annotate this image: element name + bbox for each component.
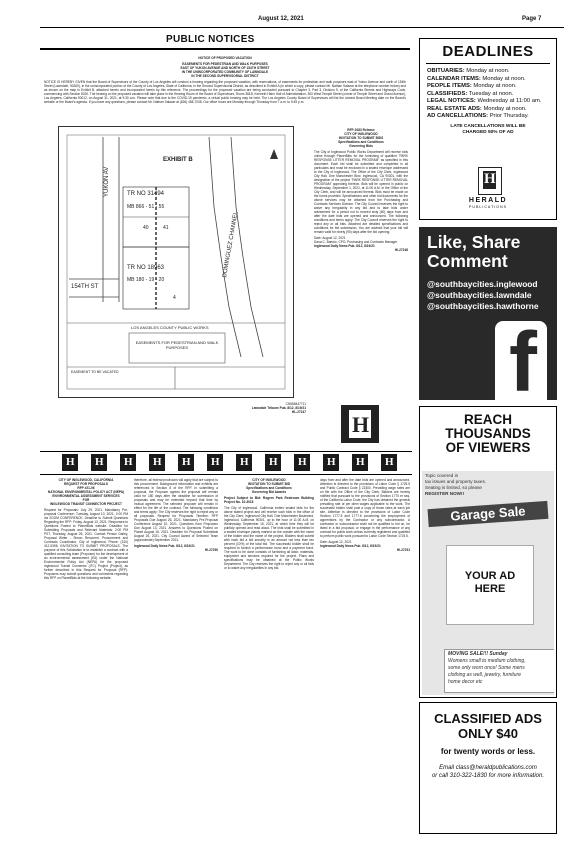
herald-mini-logo [236,454,252,471]
deadline-label: OBITUARIES: [427,68,465,74]
herald-brand-sub: PUBLICATIONS [468,205,508,209]
deadline-label: REAL ESTATE ADS: [427,105,482,112]
map-channel: DOMINGUEZ CHANNEL [222,211,240,279]
herald-logo-letter: H [352,412,370,437]
herald-mini-logo [178,454,194,471]
notice-nepa-title: CITY OF INGLEWOOD, CALIFORNIA REQUEST FOR PROPOSALS RFP #21-06 NATIONAL ENVIRONMENTAL POLICY ACT (NEPA) ENVIRONMENTAL ASSESSMENT SERVICES FOR INGLEWOOD TRANSIT CONNECTOR PROJECT [47,478,125,506]
map-notice-footer [236,402,306,414]
reach-promo [419,406,557,698]
herald-logo [341,405,379,443]
notice-vacation-subtitle: EASEMENTS FOR PEDESTRIAN AND WALK PURPOSES [182,62,268,66]
deadline-value: Tuesday at noon. [467,90,514,97]
deadline-value: Wednesday at 11:00 am. [475,98,542,104]
herald-mini-logo [265,454,281,471]
deadline-item [427,113,556,121]
notice-nepa-body: Request for Proposals: July 29, 2021. Mandatory Pre-proposal Conference: Tuesday, August 10, 2021, 2:00 PM via ZOOM CONFERENCE. Deadline to Submit Questions Regarding the RFP: Friday, August 13, 2021. Responses to Questions Posted to PlanetBids website. Deadline for Submitting Proposals and Relevant Materials: 2:00 PM PST, Thursday, August 26, 2021. Contact Person Dailey, Proposal Writer - Simon Rencurrel, Procurement and Contracts Coordinator, City of Inglewood. Phone: (310) 412-5398. INVITATION TO SUBMIT PROPOSALS. The purpose of this Solicitation is to establish a contract with a qualified consulting team (Proposer) for the development of an environmental assessment (EA) under the National Environmental Policy Act (NEPA) for the proposed Inglewood Transit Connector (ITC) Project (Project), as further described in this Request for Proposal (RFP). Proposers may submit questions and comments regarding this RFP on PlanetBids at the following website. [44,508,128,580]
moving-sale-note [444,649,554,693]
deadline-value: Monday at noon. [464,68,510,74]
deadlines-title: DEADLINES [442,43,534,60]
notice-rogers-body-2: days from and after the date bids are opened and announced. Attention is directed to the provisions of Labor Code § 1725.5 and Public Contract Code § 22300. Prevailing wage rates are on file with the Office of the City Clerk. Bidders are hereby notified that pursuant to the provisions of Section 1770 et seq. of the California Labor Code, the City has obtained the general prevailing rate of per diem wages applicable to the work. The successful bidder shall post a copy of those rates at each job site. Attention is directed to the provisions of Labor Code Section 1777.5 and 1777.6 concerning the employment of apprentices by the Contractor or any subcontractor. A contractor or subcontractor shall not be qualified to bid on, be listed in a bid proposal, or engage in the performance of any contract for public work unless currently registered and qualified to perform public work pursuant to Labor Code Section 1725.5. [320,478,411,538]
map-book-2: MB 180 - 19 - 20 [127,277,165,283]
map-book-1: MB 866 - 51 - 55 [127,204,165,210]
social-handle[interactable]: @southbaycities.hawthorne [427,301,539,311]
rfp-hl-code: HI-27248 [394,248,408,252]
moving-sale-line: clothing as well, jewelry, furniture [448,672,521,678]
herald-mini-logo [294,454,310,471]
social-handles [427,279,538,312]
notice-vacation-body: NOTICE IS HEREBY GIVEN that the Board of Supervisors of the County of Los Angeles will conduct a hearing regarding the proposed vacation, with reservations, of easements for pedestrian and walk purposes east of Yukon Avenue and north of 154th Street (Lawndale, 90260), in the unincorporated portion of the County of Los Angeles, State of California, in the Second Supervisorial District, as described in Exhibit A (in which a copy, please contact Mr. Nathan Salazar at the telephone number below) and as shown on the map in Exhibit B, attached hereto and incorporated herein by this reference. The proceedings for the proposed vacation are being conducted pursuant to Chapter 3, Part 3, Division 9, of the California Streets and Highways Code, commencing with Section 8320. The hearing on the proposed vacation will take place in the Hearing Room of the Board of Supervisors, Room 381B, Kenneth Hahn Hall of Administration, 500 West Temple Street (corner of Temple Street and Grand Avenue), Los Angeles, California 90012, on August 31, 2021, at 9:30 a.m. Please note that due to the COVID-19 pandemic, a virtual public hearing may be held. The Los Angeles County Board of Supervisors will list the closest Board Meeting date on the Board's website or the Board's agenda. If you have any questions, please contact Mr. Nathan Salazar at (626) 458-7038. Our office hours are Monday through Thursday from 7 a.m. to 5:45 p.m. [44,80,406,104]
social-promo [419,227,557,409]
map-department: LOS ANGELES COUNTY PUBLIC WORKS [131,325,209,330]
rfp-publication: Inglewood Daily News Pub. 8/12, 8/19/21 [314,244,375,248]
deadline-item [427,98,556,106]
deadlines-box [419,38,557,220]
deadline-label: CALENDAR ITEMS: [427,75,481,82]
section-title: PUBLIC NOTICES [166,34,255,45]
map-legend: EASEMENT TO BE VACATED [71,370,119,374]
deadline-item [427,83,556,91]
moving-sale-line: some only worn once! Some mens [448,665,525,671]
map-drawing [59,127,293,397]
page-number: Page 7 [522,16,542,22]
deadline-label: AD CANCELLATIONS: [427,113,489,119]
notice-rogers-continued [320,478,410,554]
reach-title: REACH THOUSANDS OF VIEWERS [445,412,531,455]
rfp-signature: Dana C. Bartolo, CPO, Purchasing and Contracts Manager [314,240,398,244]
deadline-value: Prior Thursday. [488,113,529,119]
map-lot: 41 [163,225,169,231]
deadline-label: PEOPLE ITEMS: [427,83,472,89]
rfp-date: Date: August 12, 2021 [314,236,346,240]
deadline-item [427,68,556,76]
your-ad-text: YOUR AD HERE [464,570,516,595]
sign-top-text [425,473,486,497]
notice-vacation [44,56,406,106]
social-title: Like, Share Comment [427,232,521,271]
herald-mini-logo [62,454,78,471]
herald-mini-logo [149,454,165,471]
classified-contact: Email class@heraldpublications.com or call 310-322-1830 for more information. [431,765,545,779]
deadline-item [427,106,556,114]
herald-shield-logo: H [478,167,502,195]
garage-sale-banner: Garage Sale [428,501,549,527]
rfp-notice [314,128,408,254]
herald-mini-logo [352,454,368,471]
moving-sale-line: home decor etc [448,679,483,685]
map-publication: Lawndale Tribune Pub. 8/12, 8/19/21 [251,406,306,410]
map-title-box: EASEMENTS FOR PEDESTRIAN AND WALK PURPOSES [135,340,219,350]
sign-top-line: tax issues and property taxes. [425,479,487,484]
notice-nepa-publication: Inglewood Daily News Pub. 8/12, 8/19/21 [134,544,195,548]
herald-brand-name: HERALD [468,197,508,204]
late-cancellation-note: LATE CANCELLATIONS WILL BE CHARGED 50% OF AD [450,123,526,135]
notice-vacation-subtitle: IN THE SECOND SUPERVISORIAL DISTRICT [191,74,259,78]
map-code: CN588447711 [285,402,306,406]
notice-vacation-subtitle: EAST OF YUKON AVENUE AND NORTH OF 154TH STREET [180,66,270,70]
moving-sale-line: MOVING SALE!!! Sunday [448,651,508,657]
classified-promo [419,702,557,834]
map-tract-2: TR NO 18963 [127,265,165,271]
rfp-title: RFP-9183 Release CITY OF INGLEWOOD INVITATION TO SUBMIT BIDS Specifications and Conditions Governing Bids [338,128,384,148]
notice-vacation-title: NOTICE OF PROPOSED VACATION [198,56,252,60]
map-hl-code: HL-27247 [291,410,306,414]
deadline-label: LEGAL NOTICES: [427,98,476,104]
map-street-yukon: YUKON AV [104,166,110,197]
social-handle[interactable]: @southbaycities.lawndale [427,290,532,300]
deadline-item [427,76,556,84]
herald-mini-logo [91,454,107,471]
map-tract-1: TR NO 31494 [127,191,165,197]
notice-rogers-hl: HI-27251 [396,548,410,552]
facebook-glyph: f [509,315,537,409]
notice-rogers-subtitle: Project Subject to Bid: Rogers Park Restroom Building Project No. 10-3015 [224,496,314,504]
sign-top-line: Topic covered in [425,473,459,478]
herald-mini-logo [323,454,339,471]
exhibit-b-map [58,126,294,398]
herald-mini-logo [207,454,223,471]
your-ad-box [446,545,534,625]
notice-rogers-date: Date: August 12, 2021 [320,540,352,544]
notice-nepa [44,478,128,582]
garage-sale-sign [422,471,554,695]
deadline-value: Monday at noon. [480,75,526,82]
moving-sale-line: Womens small to medium clothing, [448,658,526,664]
map-lot: 40 [143,225,149,231]
deadline-value: Monday at noon. [481,105,527,112]
notice-nepa-hl: HI-27250 [204,548,218,552]
map-street-154th: 154TH ST [71,284,99,290]
map-exhibit-label: EXHIBIT B [163,157,193,163]
notice-rogers-title: CITY OF INGLEWOOD INVITATION TO SUBMIT BID Specifications and Conditions Governing Bid Awards [246,478,292,494]
herald-mini-logo [120,454,136,471]
classified-subtitle: for twenty words or less. [440,747,536,756]
rfp-body: The City of Inglewood Public Works Department will receive bids online through PlanetBids for the furnishing of qualified "PARK RESPONSE LITTER REMOVAL PROGRAM" as specified in this document. Each bid shall be submitted and completed in all particulars and must be enclosed in a sealed envelope addressed to the City of Inglewood, The Office of the City Clerk, Inglewood City Hall, One Manchester Blvd. Inglewood, CA 90301, with the designation of the project "PARK RESPONSE LITTER REMOVAL PROGRAM" appearing thereon. Bids will be opened in public on Wednesday, September 1, 2021, at 11:00 A.M. in the Office of the City Clerk, and will be announced thereat. Bids must be made on the forms provided. Specifications and other bid documents for the above services may be obtained from the Purchasing and Contracts Services Division. The City Council reserves the right to waive any irregularity in any bid and to take bids under advisement for a period not to exceed sixty (60) days from and after the date bids are opened and announced. The following conditions and terms apply: The City Council reserves the right to reject any or all bids. Attached are detailed specifications and conditions for bid submission. You are advised that your bid will remain valid for ninety (90) days after the bid opening. [314,150,408,234]
sign-top-line: Seating is limited, so please [425,485,482,490]
deadline-value: Monday at noon. [471,83,517,89]
notice-nepa-continued-body: therefore, all federal provisions will apply that are subject to this procurement. Background information and exhibits are referenced in Section 8 of the RFP. In submitting a proposal, the Proposer agrees the proposal will remain valid for 180 days after the deadline for submission of proposals and may be extended beyond that time by mutual agreement. The selected proposer will remain in effect for the life of the contract. The following conditions and terms apply: The City reserves the right to reject any or all proposals. Request for Proposals Timeline: RFP Proposals Due August 26, 2021. Mandatory Pre-Proposal Conference August 10, 2021. Questions from Proposers Due August 13, 2021. Answers to Questions Posted on Planet August 16, 2021. Deadline for Proposal Submittals August 26, 2021. City Council Award of Selected Team (approximate) September 2021. [134,478,218,542]
notice-rogers-publication: Inglewood Daily News Pub. 8/12, 8/19/21 [320,544,381,548]
deadline-item [427,91,556,99]
issue-date: August 12, 2021 [258,16,304,22]
social-handle[interactable]: @southbaycities.inglewood [427,279,538,289]
notice-rogers-park [224,478,314,572]
notice-rogers-body: The City of Inglewood, California invites sealed bids for the above stated project and will receive such bids in the office of the City Clerk, Inglewood City Hall, One Manchester Boulevard, Inglewood, California 90301, up to the hour of 11:00 A.M. on Wednesday, September 15, 2021, at which time they will be publicly opened and read aloud. The bids shall be submitted in a sealed envelope plainly marked on the outside with the name of the bidder and the name of the project. Bidders shall submit with each bid a bid security in an amount not less than ten percent (10%) of the total bid. The successful bidder shall be required to furnish a performance bond and a payment bond. The work to be done consists of furnishing all labor, materials, equipment and services required for the project. Plans and specifications may be obtained at the Public Works Department. The City reserves the right to reject any or all bids or to waive any irregularities in any bid. [224,506,314,570]
sign-top-line: REGISTER NOW!! [425,491,465,496]
notice-vacation-subtitle: IN THE UNINCORPORATED COMMUNITY OF LAWNDALE [181,70,269,74]
classified-title: CLASSIFIED ADS ONLY $40 [434,711,542,741]
deadline-label: CLASSIFIEDS: [427,90,468,97]
deadline-list [420,68,556,121]
notice-nepa-continued [134,478,218,554]
herald-mini-logo [381,454,397,471]
facebook-icon [495,315,547,409]
map-lot: 4 [173,295,176,301]
